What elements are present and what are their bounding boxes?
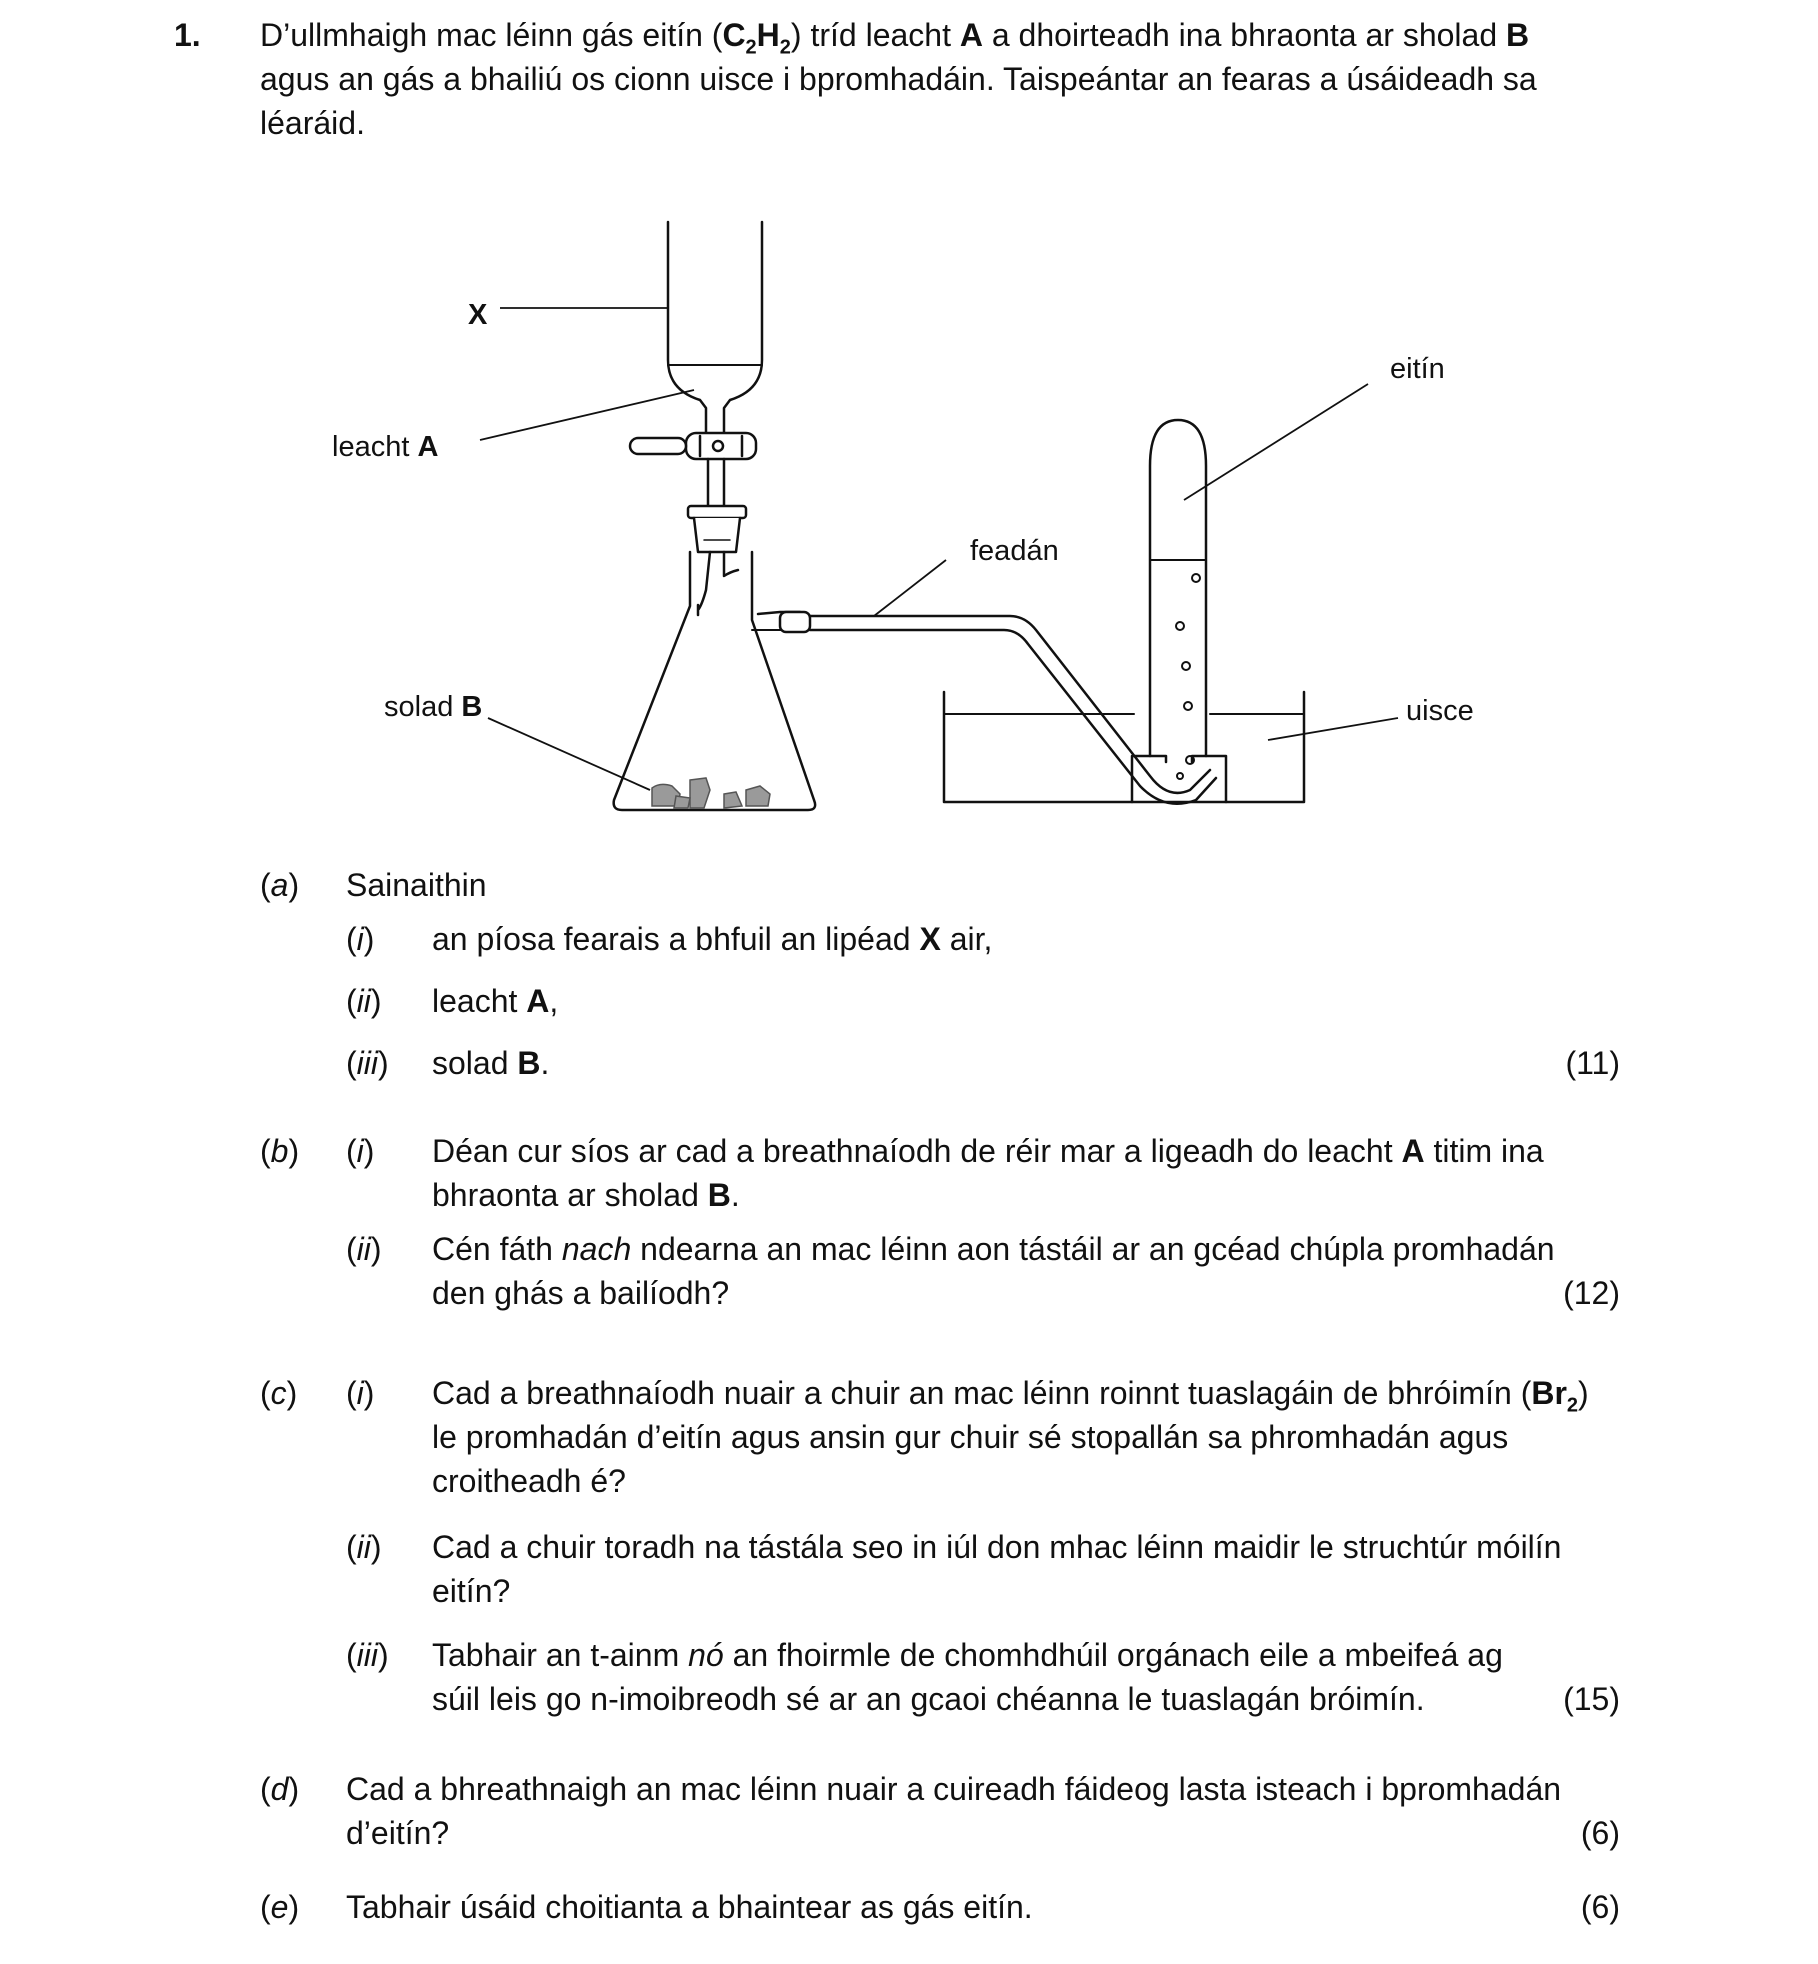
subpart-number: ii — [356, 983, 371, 1019]
formula-element-c: C — [722, 17, 746, 53]
subpart-text: an píosa fearais a bhfuil an lipéad — [432, 921, 920, 957]
part-b-i-line2 — [432, 1174, 740, 1217]
leader-line-uisce — [1268, 718, 1398, 740]
subpart-number: i — [356, 1133, 364, 1169]
formula-subscript: 2 — [779, 36, 791, 59]
intro-text: D’ullmhaigh mac léinn gás eitín ( — [260, 17, 723, 53]
subpart-number: ii — [356, 1529, 371, 1565]
funnel-stem — [708, 459, 724, 510]
bold-label-a: A — [959, 17, 983, 53]
part-a-letter: (a) — [260, 867, 300, 903]
part-c-iii-line2: súil leis go n-imoibreodh sé ar an gcaoi chéanna le tuaslagán bróimín. — [432, 1681, 1425, 1717]
part-a-ii-text — [432, 980, 558, 1023]
part-e-line1: Tabhair úsáid choitianta a bhaintear as gás eitín. — [346, 1889, 1033, 1925]
subpart-text: air, — [940, 921, 993, 957]
label-feadan: feadán — [970, 535, 1059, 567]
solid-b-lumps — [652, 778, 770, 808]
conical-flask — [614, 552, 815, 810]
part-c-letter: (c) — [260, 1375, 298, 1411]
subpart-number: iii — [356, 1637, 378, 1673]
subpart-text: ) — [1578, 1375, 1589, 1411]
subpart-text: Déan cur síos ar cad a breathnaíodh de réir mar a ligeadh do leacht — [432, 1133, 1402, 1169]
bold-label: A — [526, 983, 550, 1019]
subpart-number: ii — [356, 1231, 371, 1267]
part-a-ii-number: (ii) — [346, 983, 382, 1019]
part-a-marks: (11) — [1565, 1045, 1620, 1081]
part-c-ii-line1: Cad a chuir toradh na tástála seo in iúl don mhac léinn maidir le struchtúr móilín — [432, 1529, 1562, 1565]
subpart-text: Cad a breathnaíodh nuair a chuir an mac léinn roinnt tuaslagáin de bhróimín ( — [432, 1375, 1532, 1411]
subpart-text: solad — [432, 1045, 518, 1081]
part-letter: d — [270, 1771, 289, 1807]
part-d-letter: (d) — [260, 1771, 300, 1807]
subpart-text: an fhoirmle de chomhdhúil orgánach eile a mbeifeá ag — [723, 1637, 1503, 1673]
bold-label: A — [1401, 1133, 1425, 1169]
part-c-marks: (15) — [1563, 1681, 1620, 1717]
water-trough — [944, 692, 1304, 802]
italic-word: nó — [688, 1637, 724, 1673]
intro-text: ) tríd leacht — [790, 17, 960, 53]
part-a-iii-text — [432, 1042, 549, 1085]
collection-tube — [1150, 420, 1206, 756]
bold-label: B — [517, 1045, 541, 1081]
question-number: 1. — [174, 17, 201, 53]
label-uisce: uisce — [1406, 695, 1474, 727]
formula-subscript: 2 — [745, 36, 757, 59]
subpart-number: i — [356, 921, 364, 957]
part-c-ii-line2: eitín? — [432, 1573, 511, 1609]
part-b-i-number: (i) — [346, 1133, 375, 1169]
part-d-line2: d’eitín? — [346, 1815, 450, 1851]
flask-stopper — [688, 506, 746, 552]
label-leacht-a — [332, 431, 438, 463]
italic-word: nach — [561, 1231, 632, 1267]
bold-label: X — [919, 921, 941, 957]
part-letter: e — [270, 1889, 289, 1925]
part-letter: c — [270, 1375, 287, 1411]
formula-subscript: 2 — [1566, 1394, 1579, 1417]
label-solad-letter: B — [461, 691, 483, 723]
stopcock — [630, 433, 756, 459]
leader-line-eitin — [1184, 384, 1368, 500]
part-a-stem: Sainaithin — [346, 867, 487, 903]
label-leacht-letter: A — [417, 431, 439, 463]
part-c-i-line3: croitheadh é? — [432, 1463, 626, 1499]
stem-tip — [698, 552, 738, 615]
leader-line-leacht — [480, 390, 694, 440]
part-d-marks: (6) — [1580, 1815, 1620, 1851]
subpart-text: . — [730, 1177, 740, 1213]
subpart-text: Tabhair an t-ainm — [432, 1637, 689, 1673]
apparatus-diagram — [0, 0, 1818, 860]
part-b-letter: (b) — [260, 1133, 300, 1169]
dropping-funnel — [668, 222, 762, 440]
part-c-i-line1 — [432, 1372, 1589, 1419]
leader-line-feadan — [874, 560, 946, 616]
subpart-text: . — [540, 1045, 550, 1081]
part-e-marks: (6) — [1580, 1889, 1620, 1925]
subpart-number: i — [356, 1375, 364, 1411]
formula-br2 — [1531, 1375, 1579, 1417]
formula-element-br: Br — [1531, 1375, 1567, 1411]
bold-label: B — [707, 1177, 731, 1213]
part-c-iii-line1 — [432, 1634, 1503, 1677]
part-e-letter: (e) — [260, 1889, 300, 1925]
part-a-i-text — [432, 918, 992, 961]
bold-label-b: B — [1506, 17, 1530, 53]
part-d-line1: Cad a bhreathnaigh an mac léinn nuair a cuireadh fáideog lasta isteach i bpromhadán — [346, 1771, 1562, 1807]
part-letter: b — [270, 1133, 289, 1169]
part-b-i-line1 — [432, 1130, 1544, 1173]
formula-element-h: H — [756, 17, 780, 53]
subpart-text: Cén fáth — [432, 1231, 562, 1267]
part-b-marks: (12) — [1563, 1275, 1620, 1311]
subpart-text: titim ina — [1424, 1133, 1544, 1169]
delivery-tube — [810, 616, 1216, 804]
subpart-text: , — [549, 983, 559, 1019]
label-solad-text: solad — [384, 691, 462, 723]
subpart-text: ndearna an mac léinn aon tástáil ar an gcéad chúpla promhadán — [631, 1231, 1555, 1267]
part-c-i-number: (i) — [346, 1375, 375, 1411]
label-solad-b — [384, 691, 482, 723]
subpart-text: leacht — [432, 983, 527, 1019]
label-leacht-text: leacht — [332, 431, 418, 463]
label-x: X — [468, 299, 488, 331]
part-b-ii-line2: den ghás a bailíodh? — [432, 1275, 730, 1311]
intro-line-2: agus an gás a bhailiú os cionn uisce i bpromhadáin. Taispeántar an fearas a úsáideadh sa — [260, 61, 1537, 97]
subpart-number: iii — [356, 1045, 378, 1081]
part-b-ii-number: (ii) — [346, 1231, 382, 1267]
part-letter: a — [270, 867, 289, 903]
leader-line-solad — [488, 718, 650, 790]
subpart-text: bhraonta ar sholad — [432, 1177, 708, 1213]
part-c-i-line2: le promhadán d’eitín agus ansin gur chuir sé stopallán sa phromhadán agus — [432, 1419, 1509, 1455]
part-a-i-number: (i) — [346, 921, 375, 957]
part-c-ii-number: (ii) — [346, 1529, 382, 1565]
intro-text: a dhoirteadh ina bhraonta ar sholad — [982, 17, 1507, 53]
part-a-iii-number: (iii) — [346, 1045, 389, 1081]
label-eitin: eitín — [1390, 353, 1445, 385]
intro-line-3: léaráid. — [260, 105, 365, 141]
gas-bubbles — [1176, 574, 1200, 779]
part-c-iii-number: (iii) — [346, 1637, 389, 1673]
part-b-ii-line1 — [432, 1228, 1555, 1271]
